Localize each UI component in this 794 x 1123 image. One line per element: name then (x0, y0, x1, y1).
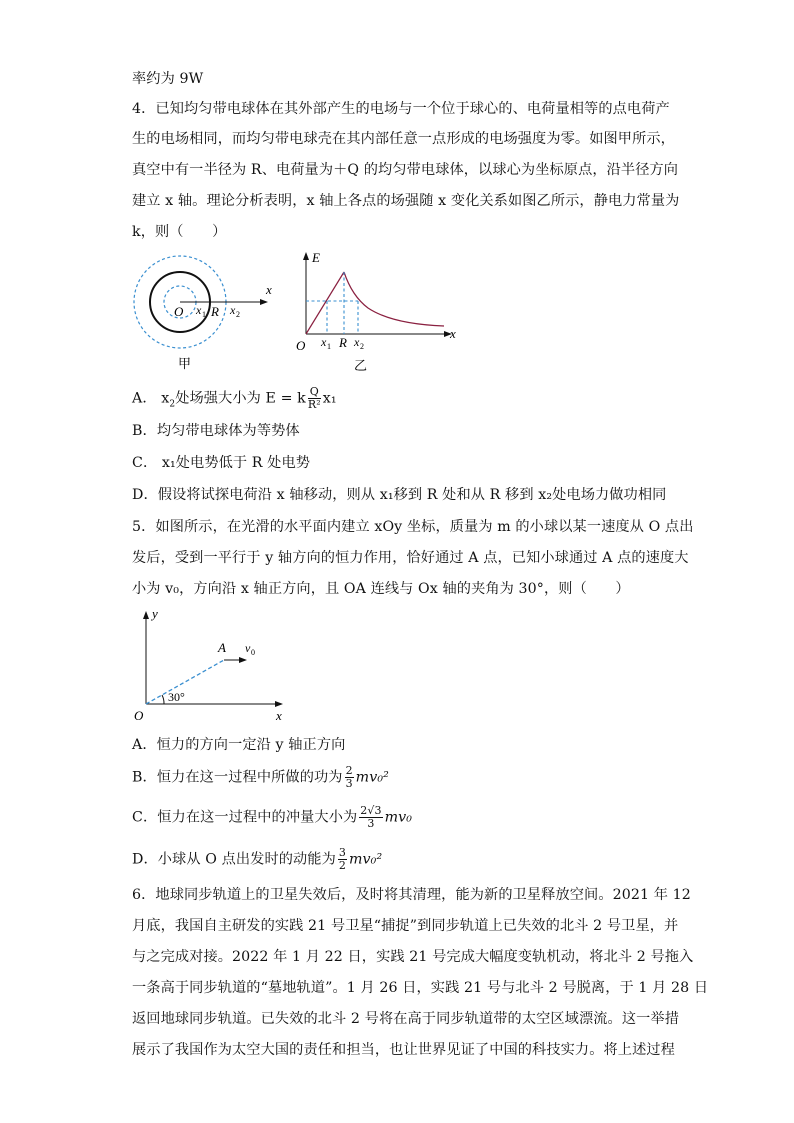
fraction: $\frac{Q}{\text{R²}}$ (307, 385, 321, 411)
label-x1: x (196, 303, 202, 317)
label-E: E (312, 250, 320, 265)
label-angle: 30° (168, 690, 185, 704)
q6-stem-line: 与之完成对接。2022 年 1 月 22 日，实践 21 号完成大幅度变轨机动，将北斗 2 号拖入 (132, 949, 694, 965)
q5-stem-line: 发后，受到一平行于 y 轴方向的恒力作用，恰好通过 A 点，已知小球通过 A 点的速度大 (132, 550, 689, 566)
q5-option-a: A．恒力的方向一定沿 y 轴正方向 (132, 737, 346, 753)
angle-arc (162, 695, 164, 704)
label-origin: O (174, 304, 184, 319)
y-axis-arrow (143, 611, 149, 619)
label-x1-sub: 1 (202, 310, 206, 319)
figure-yi (292, 246, 467, 376)
dashed-OA (146, 660, 224, 704)
q4-stem-line: 真空中有一半径为 R、电荷量为＋Q 的均匀带电球体，以球心为坐标原点，沿半径方向 (132, 162, 679, 178)
label-v0: v (245, 641, 251, 655)
q4-option-a: A． $x_2$处场强大小为 E = k $\frac{Q}{\text{R²}}$ x₁ (132, 385, 337, 411)
label-axis-x: x (266, 282, 272, 297)
label-x2-sub: 2 (360, 342, 364, 351)
q5-option-c: C．恒力在这一过程中的冲量大小为 $\frac{2√3}{3}$ mv₀ (132, 804, 413, 830)
fraction: $\frac{2√3}{3}$ (360, 804, 382, 830)
fraction: $\frac{2}{3}$ (345, 764, 353, 790)
q4-option-c: C． x₁处电势低于 R 处电势 (132, 455, 311, 471)
q6-stem-line: 一条高于同步轨道的“墓地轨道”。1 月 26 日，实践 21 号与北斗 2 号脱离，于 1 月 28 日 (132, 980, 709, 996)
q4-stem-line: 4．已知均匀带电球体在其外部产生的电场与一个位于球心的、电荷量相等的点电荷产 (132, 101, 670, 117)
x-axis-arrow (275, 701, 283, 707)
label-x1-sub: 1 (327, 342, 331, 351)
caption-jia: 甲 (178, 356, 192, 371)
label-R: R (339, 335, 347, 350)
label-A: A (218, 640, 226, 655)
q5-stem-line: 5．如图所示，在光滑的水平面内建立 xOy 坐标，质量为 m 的小球以某一速度从 O 点出 (132, 519, 694, 535)
decay-curve (344, 272, 444, 326)
label-axis-x: x (450, 326, 456, 341)
q6-stem-line: 展示了我国作为太空大国的责任和担当，也让世界见证了中国的科技实力。将上述过程 (132, 1042, 675, 1058)
fraction: $\frac{3}{2}$ (338, 846, 346, 872)
label-x2: x (354, 335, 360, 349)
x-axis-arrow (260, 299, 268, 305)
q6-stem-line: 月底，我国自主研发的实践 21 号卫星“捕捉”到同步轨道上已失效的北斗 2 号卫星，并 (132, 918, 679, 934)
q5-option-b: B．恒力在这一过程中所做的功为 $\frac{2}{3}$ mv₀² (132, 764, 389, 790)
label-y: y (152, 606, 158, 621)
y-axis-arrow (303, 252, 309, 260)
label-origin: O (296, 338, 306, 353)
label-v0-sub: 0 (251, 648, 255, 657)
linear-rise (306, 272, 344, 334)
q6-stem-line: 返回地球同步轨道。已失效的北斗 2 号将在高于同步轨道带的太空区域漂流。这一举措 (132, 1011, 679, 1027)
caption-yi: 乙 (354, 358, 368, 373)
q4-option-d: D．假设将试探电荷沿 x 轴移动，则从 x₁移到 R 处和从 R 移到 x₂处电场力做功相同 (132, 487, 667, 503)
q6-stem-line: 6．地球同步轨道上的卫星失效后，及时将其清理，能为新的卫星释放空间。2021 年 12 (132, 887, 691, 903)
label-x2-sub: 2 (236, 310, 240, 319)
velocity-arrowhead (239, 657, 247, 663)
q4-stem-line: 建立 x 轴。理论分析表明，x 轴上各点的场强随 x 变化关系如图乙所示，静电力常量为 (132, 193, 680, 209)
label-origin: O (134, 708, 144, 723)
q4-stem-line: 生的电场相同，而均匀带电球壳在其内部任意一点形成的电场强度为零。如图甲所示， (132, 131, 675, 147)
q4-stem-line: k，则（ ） (132, 224, 227, 240)
q4-option-b: B．均匀带电球体为等势体 (132, 423, 300, 439)
text-line: 率约为 9W (132, 71, 204, 87)
figure-jia (130, 250, 280, 375)
q5-option-d: D．小球从 O 点出发时的动能为 $\frac{3}{2}$ mv₀² (132, 846, 383, 872)
label-x1: x (321, 335, 327, 349)
label-x: x (276, 708, 282, 723)
label-R: R (211, 304, 219, 319)
label-x2: x (230, 303, 236, 317)
q5-stem-line: 小为 v₀，方向沿 x 轴正方向，且 OA 连线与 Ox 轴的夹角为 30°，则（ ） (132, 581, 630, 597)
figure-q5 (128, 604, 298, 726)
